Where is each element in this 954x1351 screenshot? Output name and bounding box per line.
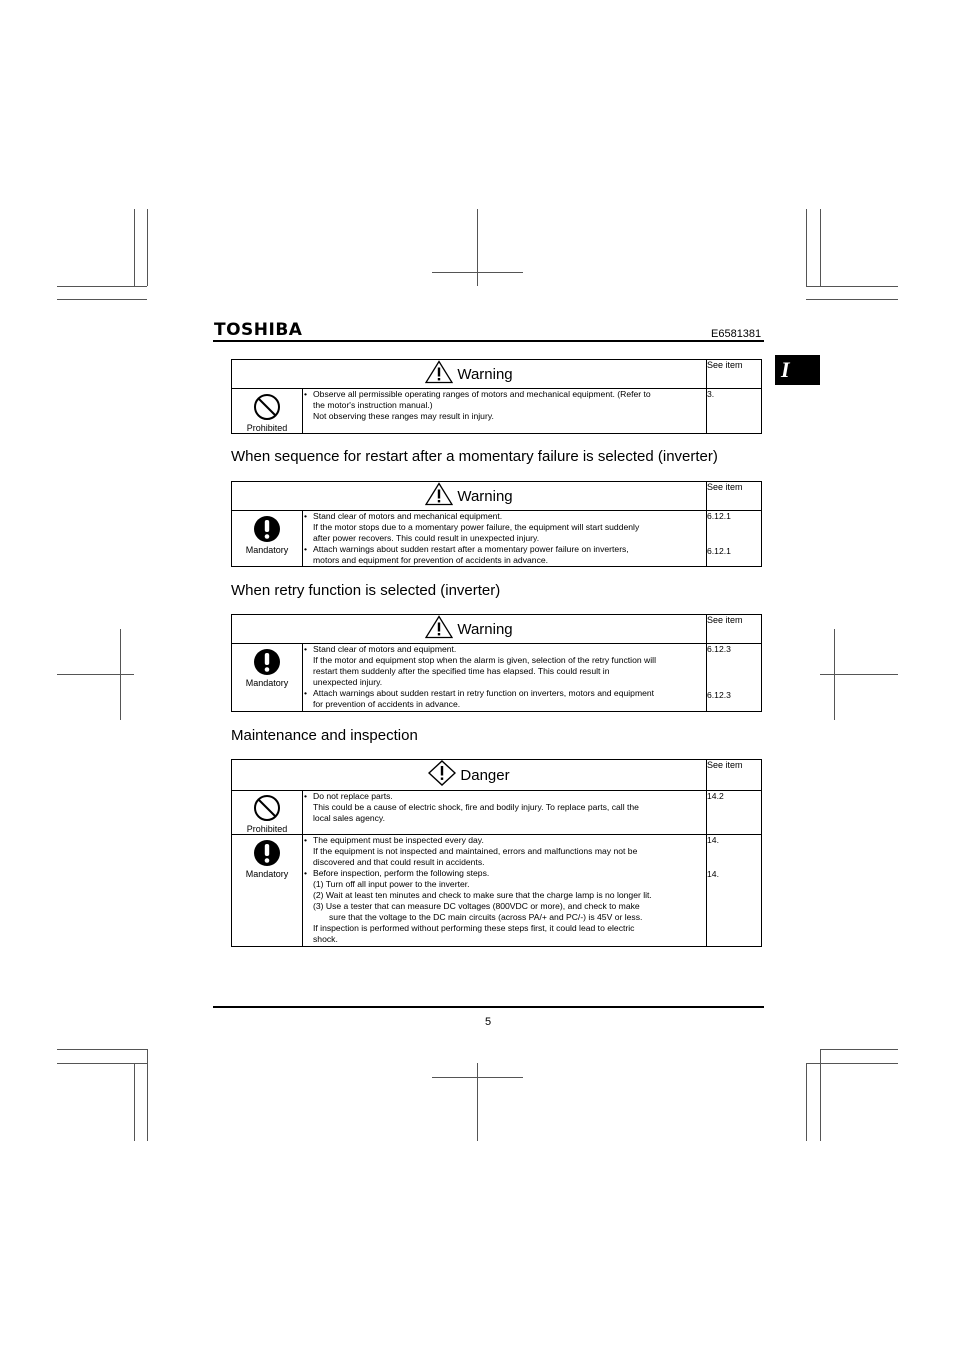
list-item: • Do not replace parts. This could be a cause of electric shock, fire and bodily injury. To replace parts, call the local sales agency. <box>303 791 706 824</box>
warning-triangle-icon <box>425 615 453 643</box>
warning-box-retry-function <box>231 614 762 712</box>
mandatory-icon <box>232 648 302 676</box>
step-item: (3) Use a tester that can measure DC voltages (800VDC or more), and check to make <box>313 901 640 911</box>
box-title: Warning <box>232 615 707 644</box>
see-item-header: See item <box>707 360 762 389</box>
see-item-refs: 6.12.1 6.12.1 <box>707 511 762 567</box>
warning-triangle-icon <box>425 360 453 388</box>
see-item-header: See item <box>707 482 762 511</box>
list-item: • Attach warnings about sudden restart in retry function on inverters, motors and equipment for prevention of accidents in advance. <box>303 688 706 710</box>
symbol-cell <box>232 644 303 712</box>
list-item: • The equipment must be inspected every day. If the equipment is not inspected and maintained, errors and malfunctions may not be discovered and that could result in accidents. <box>303 835 706 868</box>
prohibited-icon <box>232 393 302 421</box>
see-item-refs: 3. <box>707 389 762 434</box>
list-item: • Stand clear of motors and mechanical equipment. If the motor stops due to a momentary power failure, the equipment will start suddenly after power recovers. This could result in unexpected injury. <box>303 511 706 544</box>
danger-diamond-icon <box>428 760 456 790</box>
symbol-label: Mandatory <box>245 545 289 555</box>
section-heading-momentary-failure: When sequence for restart after a momentary failure is selected (inverter) <box>231 448 718 465</box>
see-item-header: See item <box>707 760 762 791</box>
symbol-label: Prohibited <box>246 423 288 433</box>
symbol-cell <box>232 835 303 947</box>
mandatory-icon <box>232 515 302 543</box>
danger-box-maintenance <box>231 759 762 947</box>
section-heading-maintenance: Maintenance and inspection <box>231 727 418 744</box>
mandatory-icon <box>232 839 302 867</box>
header-rule <box>213 340 764 342</box>
symbol-label: Mandatory <box>245 678 289 688</box>
danger-text <box>303 791 707 835</box>
see-item-header: See item <box>707 615 762 644</box>
symbol-label: Mandatory <box>245 869 289 879</box>
warning-box-momentary-failure <box>231 481 762 567</box>
danger-text <box>303 835 707 947</box>
see-item-refs: 6.12.3 6.12.3 <box>707 644 762 712</box>
step-item: (1) Turn off all input power to the inverter. <box>313 879 470 889</box>
warning-text <box>303 644 707 712</box>
brand-logo: TOSHIBA <box>214 320 303 340</box>
box-title: Warning <box>232 360 707 389</box>
list-item: • Attach warnings about sudden restart after a momentary power failure on inverters, motors and equipment for prevention of accidents in advance. <box>303 544 706 566</box>
box-title: Warning <box>232 482 707 511</box>
step-item: sure that the voltage to the DC main circuits (across PA/+ and PC/-) is 45V or less. <box>329 912 643 922</box>
document-number: E6581381 <box>711 328 762 340</box>
prohibited-icon <box>232 794 302 822</box>
box-title: Danger <box>232 760 707 791</box>
symbol-cell <box>232 791 303 835</box>
warning-triangle-icon <box>425 482 453 510</box>
see-item-refs: 14.2 <box>707 791 762 835</box>
warning-box-operating-ranges <box>231 359 762 434</box>
page-number: 5 <box>485 1016 492 1028</box>
warning-text <box>303 511 707 567</box>
symbol-cell <box>232 389 303 434</box>
list-item: • Observe all permissible operating ranges of motors and mechanical equipment. (Refer to the motor's instruction manual.) Not observing these ranges may result in injury. <box>303 389 706 422</box>
step-item: (2) Wait at least ten minutes and check to make sure that the charge lamp is no longer lit. <box>313 890 652 900</box>
symbol-cell <box>232 511 303 567</box>
see-item-refs: 14. 14. <box>707 835 762 947</box>
footer-rule <box>213 1006 764 1008</box>
symbol-label: Prohibited <box>246 824 288 834</box>
section-heading-retry-function: When retry function is selected (inverter) <box>231 582 501 599</box>
chapter-tab: I <box>775 355 820 385</box>
warning-text <box>303 389 707 434</box>
list-item: • Before inspection, perform the following steps. (1) Turn off all input power to the inverter. (2) Wait at least ten minutes and check to make sure that the charge lamp is no longer lit. (3) Use a tester that can measure DC voltages (800VDC or more), and check to make sure that the voltage to the DC main circuits (across PA/+ and PC/-) is 45V or less. If inspection is performed without performing these steps first, it could lead to electric shock. <box>303 868 706 945</box>
list-item: • Stand clear of motors and equipment. If the motor and equipment stop when the alarm is given, selection of the retry function will restart them suddenly after the specified time has elapsed. This could result in unexpected injury. <box>303 644 706 688</box>
